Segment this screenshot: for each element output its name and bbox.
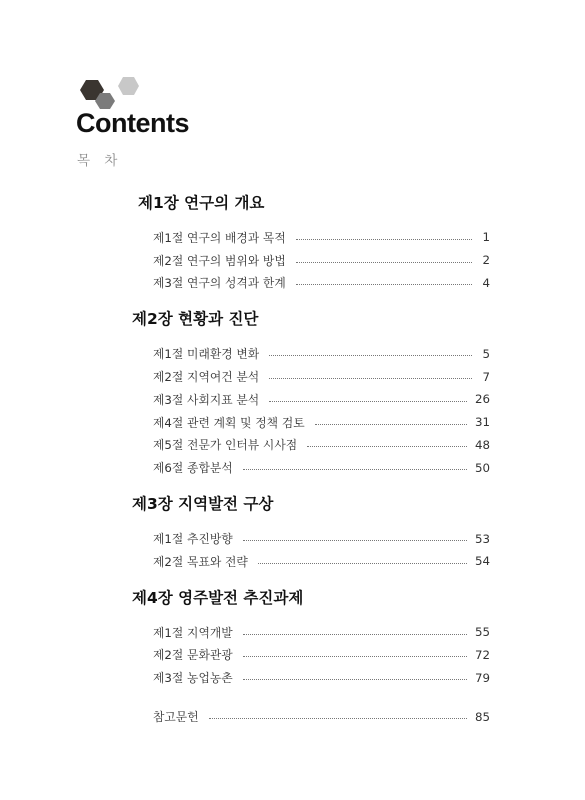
toc-entry[interactable] (132, 434, 490, 457)
entry-label: 참고문헌 (153, 710, 199, 725)
dot-leader (243, 679, 467, 680)
entry-page: 5 (482, 346, 490, 361)
entry-label: 제2절 목표와 전략 (153, 554, 248, 569)
toc-entry[interactable] (132, 644, 490, 667)
entry-page: 26 (474, 392, 490, 407)
page-subtitle: 목 차 (77, 153, 123, 169)
dot-leader (296, 262, 472, 263)
chapter-1 (132, 192, 490, 294)
entry-label: 제5절 전문가 인터뷰 시사점 (153, 438, 298, 453)
toc-entry[interactable] (132, 666, 490, 689)
dot-leader (307, 446, 467, 447)
entry-label: 제1절 지역개발 (153, 625, 233, 640)
dot-leader (296, 284, 472, 285)
chapter-entries (132, 226, 490, 294)
entry-page: 2 (482, 253, 490, 268)
chapter-title: 제4장 영주발전 추진과제 (132, 588, 304, 607)
entry-page: 72 (474, 647, 490, 662)
entry-label: 제1절 연구의 배경과 목적 (153, 230, 286, 245)
toc-entry-references[interactable] (132, 705, 490, 728)
toc-entry[interactable] (132, 249, 490, 272)
entry-label: 제1절 추진방향 (153, 532, 233, 547)
entry-label: 제2절 지역여건 분석 (153, 370, 260, 385)
toc-entry[interactable] (132, 527, 490, 550)
entry-page: 55 (474, 625, 490, 640)
entry-label: 제3절 연구의 성격과 한계 (153, 276, 286, 291)
toc-entry[interactable] (132, 621, 490, 644)
entry-label: 제3절 사회지표 분석 (153, 392, 260, 407)
entry-label: 제2절 연구의 범위와 방법 (153, 253, 286, 268)
dot-leader (243, 540, 467, 541)
entry-page: 1 (482, 230, 490, 245)
entry-page: 54 (474, 554, 490, 569)
dot-leader (243, 656, 467, 657)
toc-entry[interactable] (132, 342, 490, 365)
entry-page: 79 (474, 670, 490, 685)
dot-leader (243, 469, 467, 470)
toc-entry[interactable] (132, 411, 490, 434)
chapter-title: 제2장 현황과 진단 (132, 310, 259, 329)
dot-leader (258, 563, 467, 564)
dot-leader (243, 634, 467, 635)
toc-entry[interactable] (132, 365, 490, 388)
entry-label: 제2절 문화관광 (153, 648, 233, 663)
chapter-entries (132, 621, 490, 689)
references-section (132, 705, 490, 728)
entry-page: 7 (482, 369, 490, 384)
chapter-title: 제1장 연구의 개요 (138, 194, 265, 212)
chapter-4 (132, 587, 490, 689)
entry-label: 제4절 관련 계획 및 정책 검토 (153, 415, 305, 430)
entry-page: 85 (474, 709, 490, 724)
entry-page: 50 (474, 460, 490, 475)
entry-page: 48 (474, 437, 490, 452)
dot-leader (269, 401, 467, 402)
toc-entry[interactable] (132, 388, 490, 411)
entry-label: 제6절 종합분석 (153, 461, 233, 476)
entry-page: 4 (482, 275, 490, 290)
entry-label: 제1절 미래환경 변화 (153, 347, 260, 362)
dot-leader (269, 355, 472, 356)
chapter-title: 제3장 지역발전 구상 (132, 495, 274, 514)
chapter-entries (132, 342, 490, 479)
page-title: Contents (76, 108, 189, 138)
chapter-3 (132, 493, 490, 573)
light-hexagon-icon (118, 77, 139, 95)
dot-leader (315, 424, 467, 425)
toc-entry[interactable] (132, 456, 490, 479)
entry-page: 31 (474, 415, 490, 430)
dot-leader (209, 718, 467, 719)
chapter-2 (132, 308, 490, 479)
chapter-entries (132, 527, 490, 573)
dot-leader (296, 239, 472, 240)
toc-entry[interactable] (132, 272, 490, 295)
entry-page: 53 (474, 531, 490, 546)
entry-label: 제3절 농업농촌 (153, 671, 233, 686)
dot-leader (269, 378, 472, 379)
toc-entry[interactable] (132, 550, 490, 573)
toc-entry[interactable] (132, 226, 490, 249)
table-of-contents (132, 192, 490, 728)
